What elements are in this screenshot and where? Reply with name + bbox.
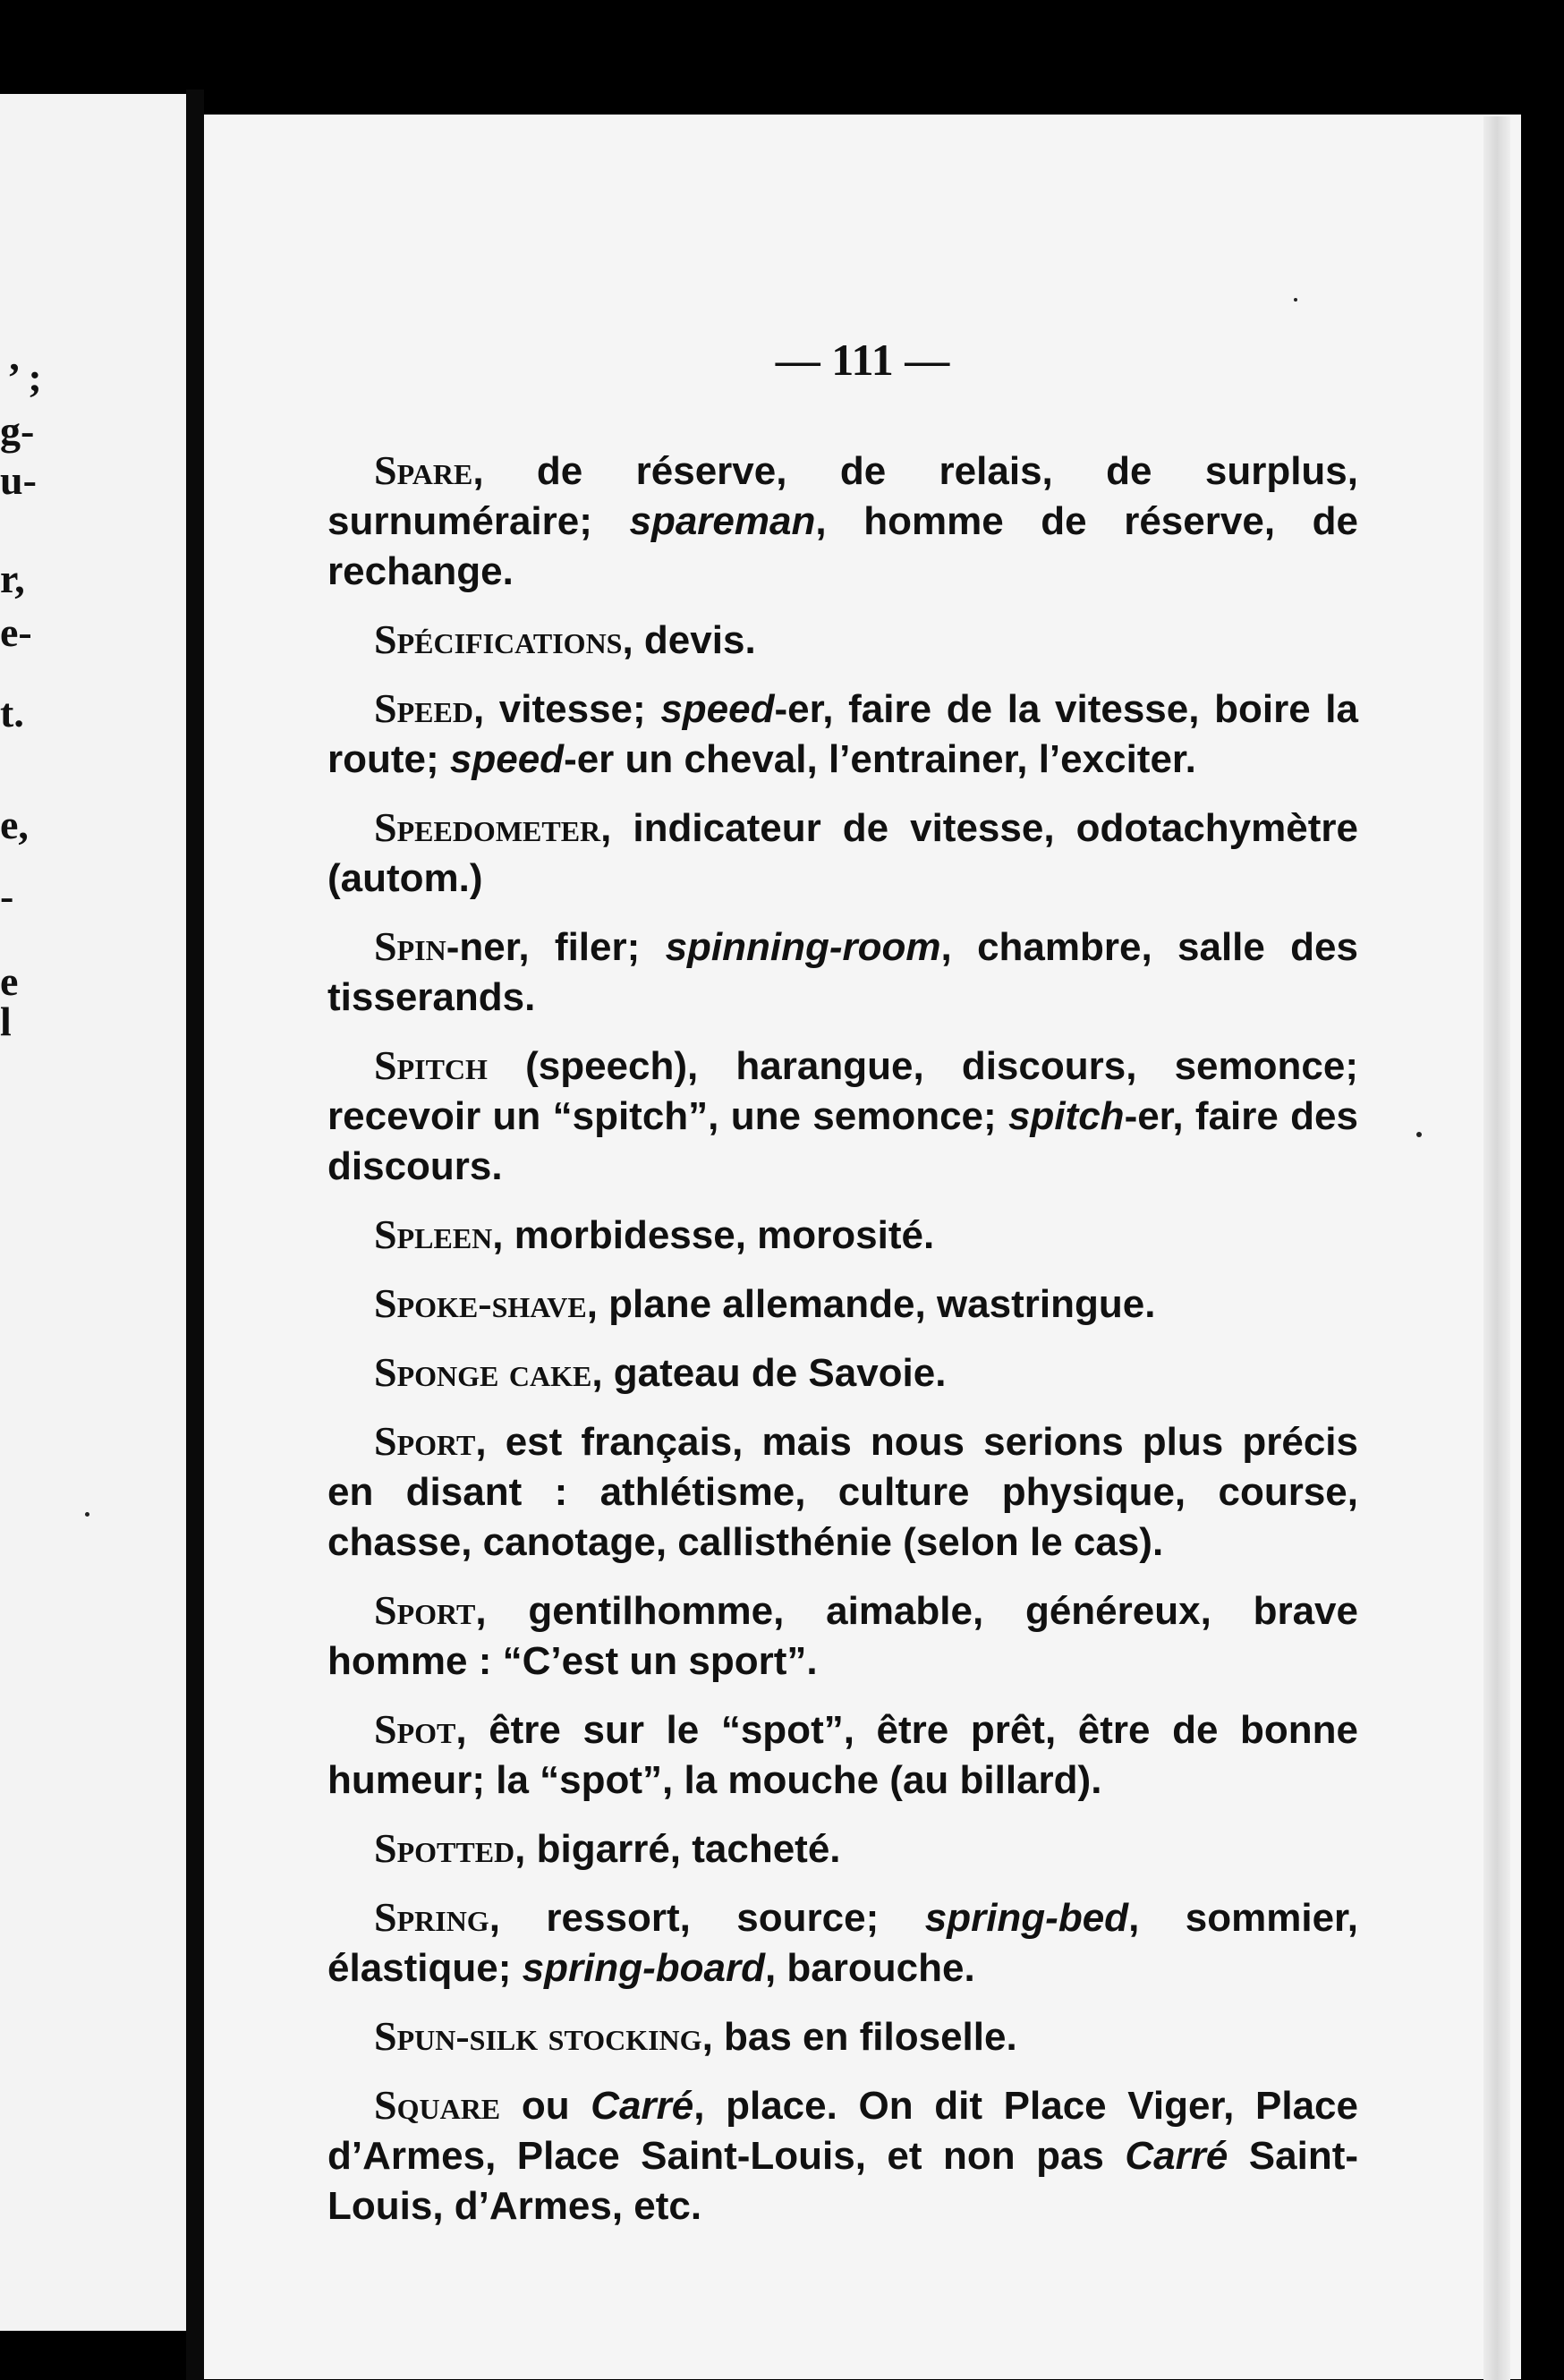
entry-text: , place. On dit Place Viger, Place d’Armes, Place Saint-Louis, et non pas [327, 2084, 1358, 2178]
dictionary-entry [327, 1347, 1358, 1398]
left-margin-fragment: l [0, 999, 12, 1044]
dictionary-entry [327, 922, 1358, 1023]
left-margin-fragment: ’ ; [7, 354, 42, 400]
entry-headword: Square [374, 2082, 501, 2128]
entry-italic-term: spring-board [522, 1946, 765, 1990]
page-number: — 111 — [775, 335, 950, 385]
entry-text: -ner, filer; [446, 925, 666, 969]
entry-italic-term: Carré [591, 2084, 694, 2128]
entry-text: , indicateur de vitesse, odotachymètre (autom.) [327, 806, 1358, 900]
dictionary-entry [327, 1892, 1358, 1993]
scan-speck [85, 1512, 89, 1517]
entry-text: , vitesse; [472, 687, 661, 731]
entry-headword: Spoke-shave [374, 1280, 587, 1326]
entry-text: , morbidesse, morosité. [492, 1213, 935, 1257]
entry-text: , gateau de Savoie. [591, 1351, 947, 1395]
entry-headword: Spécifications [374, 616, 623, 662]
left-margin-fragment: e [0, 958, 19, 1004]
entry-headword: Speed [374, 685, 473, 731]
entry-text: , est français, mais nous serions plus précis en disant : athlétisme, culture physique, course, chasse, canotage, callisthénie (selon le cas). [327, 1420, 1358, 1564]
page-gutter [186, 89, 204, 2380]
book-page [204, 115, 1521, 2379]
entry-headword: Sponge cake [374, 1349, 592, 1395]
entry-text: -er, faire des discours. [327, 1094, 1358, 1188]
entry-text: , sommier, élastique; [327, 1896, 1358, 1990]
dictionary-entry [327, 1823, 1358, 1874]
left-margin-fragment: e- [0, 609, 32, 655]
left-margin-fragment: r, [0, 556, 25, 601]
entry-text: , gentilhomme, aimable, généreux, brave homme : “C’est un sport”. [327, 1589, 1358, 1683]
left-margin-fragment: u- [0, 457, 37, 503]
entry-text: , bigarré, tacheté. [514, 1827, 841, 1871]
dictionary-entry [327, 615, 1358, 666]
scan-speck [1416, 1132, 1422, 1137]
entry-text: , de réserve, de relais, de surplus, surnuméraire; [327, 449, 1358, 543]
entry-headword: Sport [374, 1587, 476, 1633]
entry-text: , être sur le “spot”, être prêt, être de bonne humeur; la “spot”, la mouche (au billard). [327, 1708, 1358, 1802]
entry-text: Saint-Louis, d’Armes, etc. [327, 2134, 1359, 2228]
entry-italic-term: spinning-room [665, 925, 941, 969]
dictionary-text [327, 446, 1358, 2249]
entry-text: , bas en filoselle. [701, 2015, 1017, 2059]
left-margin-fragment: t. [0, 690, 24, 735]
entry-italic-term: spitch [1007, 1094, 1125, 1138]
dictionary-entry [327, 2011, 1358, 2062]
entry-italic-term: spring-bed [924, 1896, 1129, 1940]
dictionary-entry [327, 1416, 1358, 1568]
dictionary-entry [327, 1279, 1358, 1330]
entry-text: , devis. [622, 618, 756, 662]
entry-text: (speech), harangue, discours, semonce; recevoir un “spitch”, une semonce; [327, 1044, 1358, 1138]
entry-text: ou [500, 2084, 591, 2128]
left-page-edge [0, 94, 186, 2331]
entry-headword: Spotted [374, 1825, 515, 1871]
dictionary-entry [327, 2080, 1358, 2231]
dictionary-entry [327, 684, 1358, 785]
entry-headword: Spot [374, 1706, 456, 1752]
entry-text: -er un cheval, l’entrainer, l’exciter. [564, 737, 1196, 781]
dictionary-entry [327, 446, 1358, 597]
entry-text: , barouche. [764, 1946, 975, 1990]
left-margin-fragment: g- [0, 408, 35, 454]
entry-text: , plane allemande, wastringue. [586, 1282, 1156, 1326]
entry-headword: Spleen [374, 1211, 493, 1257]
entry-italic-term: speed [449, 737, 565, 781]
dictionary-entry [327, 803, 1358, 904]
left-margin-fragment: - [0, 873, 14, 919]
dictionary-entry [327, 1210, 1358, 1261]
entry-headword: Spitch [374, 1042, 488, 1088]
entry-text: , chambre, salle des tisserands. [327, 925, 1358, 1019]
right-page-edge [1483, 116, 1510, 2380]
entry-headword: Sport [374, 1418, 476, 1464]
entry-italic-term: Carré [1125, 2134, 1228, 2178]
left-margin-fragment: e, [0, 802, 29, 847]
entry-italic-term: speed [660, 687, 775, 731]
entry-headword: Speedometer [374, 804, 601, 850]
entry-text: -er, faire de la vitesse, boire la route; [327, 687, 1358, 781]
entry-headword: Spun-silk stocking [374, 2013, 702, 2059]
entry-headword: Spring [374, 1894, 489, 1940]
scan-speck [1294, 298, 1297, 302]
entry-headword: Spin [374, 923, 446, 969]
entry-italic-term: spareman [629, 499, 816, 543]
dictionary-entry [327, 1704, 1358, 1806]
entry-text: , homme de réserve, de rechange. [327, 499, 1358, 593]
entry-text: , ressort, source; [489, 1896, 925, 1940]
dictionary-entry [327, 1041, 1358, 1192]
dictionary-entry [327, 1585, 1358, 1687]
entry-headword: Spare [374, 447, 473, 493]
